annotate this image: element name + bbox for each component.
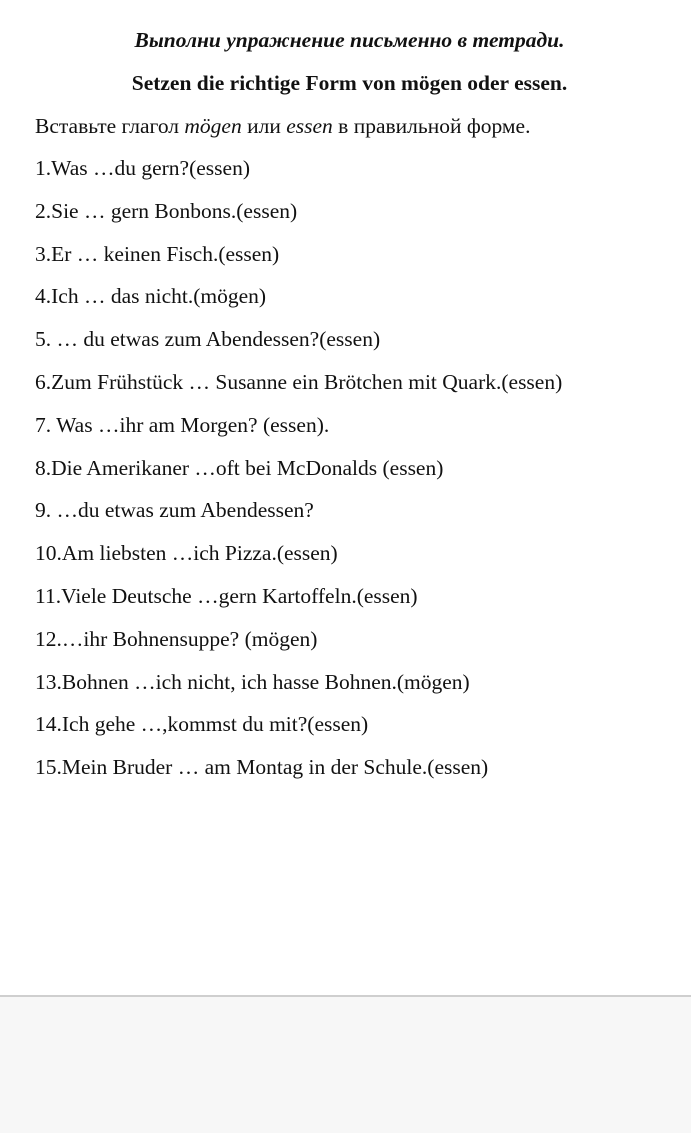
- exercise-item-5: 5. … du etwas zum Abendessen?(essen): [35, 327, 381, 352]
- exercise-item-2: 2.Sie … gern Bonbons.(essen): [35, 198, 298, 223]
- exercise-item-3: 3.Er … keinen Fisch.(essen): [35, 241, 280, 266]
- instruction-text-end: в правильной форме.: [332, 114, 531, 138]
- instruction-line: [35, 116, 530, 138]
- exercise-item-6: 6.Zum Frühstück … Susanne ein Brötchen mit Quark.(essen): [35, 369, 563, 394]
- exercise-item-12: 12.…ihr Bohnensuppe? (mögen): [35, 626, 318, 651]
- exercise-item-8: 8.Die Amerikaner …oft bei McDonalds (essen): [35, 455, 444, 480]
- exercise-list: [35, 158, 562, 800]
- exercise-item-4: 4.Ich … das nicht.(mögen): [35, 284, 267, 309]
- exercise-item-13: 13.Bohnen …ich nicht, ich hasse Bohnen.(mögen): [35, 669, 470, 694]
- exercise-item-15: 15.Mein Bruder … am Montag in der Schule.(essen): [35, 755, 489, 780]
- task-title-german: Setzen die richtige Form von mögen oder essen.: [131, 71, 568, 95]
- exercise-item-10: 10.Am liebsten …ich Pizza.(essen): [35, 541, 338, 566]
- instruction-text-middle: или: [241, 114, 287, 138]
- instruction-text-start: Вставьте глагол: [35, 114, 185, 138]
- verb-moegen: mögen: [184, 114, 242, 138]
- exercise-item-1: 1.Was …du gern?(essen): [35, 156, 250, 180]
- task-title-russian: Выполни упражнение письменно в тетради.: [134, 28, 565, 52]
- exercise-item-9: 9. …du etwas zum Abendessen?: [35, 498, 314, 523]
- verb-essen: essen: [286, 114, 333, 138]
- exercise-item-14: 14.Ich gehe …,kommst du mit?(essen): [35, 712, 369, 737]
- exercise-item-7: 7. Was …ihr am Morgen? (essen).: [35, 412, 330, 437]
- exercise-item-11: 11.Viele Deutsche …gern Kartoffeln.(essen): [35, 583, 418, 608]
